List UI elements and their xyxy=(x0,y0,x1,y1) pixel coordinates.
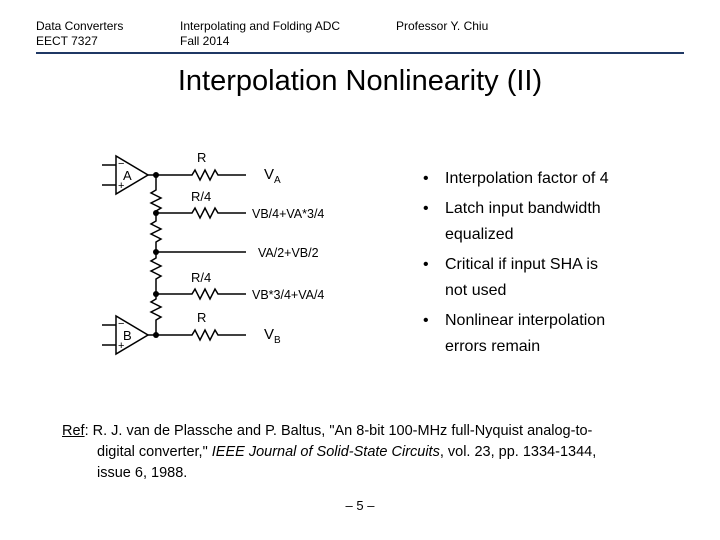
ref-journal: IEEE Journal of Solid-State Circuits xyxy=(211,444,440,460)
bullet-symbol: • xyxy=(423,200,429,217)
bullet-line: errors remain xyxy=(445,338,541,355)
output-q1-label: VB/4+VA*3/4 xyxy=(252,207,325,221)
ladder-resistor-3 xyxy=(151,252,161,294)
branch-resistor-q1 xyxy=(156,208,246,218)
amp-a-label: A xyxy=(123,168,132,183)
branch-resistor-top xyxy=(156,170,246,180)
bullet-line: Critical if input SHA is xyxy=(445,256,598,273)
course-name: Data Converters xyxy=(36,19,124,33)
ref-details: , vol. 23, pp. 1334-1344, xyxy=(439,444,597,460)
ladder-resistor-1 xyxy=(151,175,161,213)
professor-name: Professor Y. Chiu xyxy=(396,19,489,33)
node-dot xyxy=(153,332,159,338)
amp-b-label: B xyxy=(123,328,132,343)
header-professor xyxy=(396,19,488,34)
output-vb-label xyxy=(264,326,281,346)
reference-citation xyxy=(62,421,682,484)
interpolation-circuit-diagram xyxy=(96,146,356,366)
branch-resistor-bottom xyxy=(156,330,246,340)
output-q3-label: VB*3/4+VA/4 xyxy=(252,288,325,302)
bullet-item xyxy=(423,308,653,360)
header-course xyxy=(36,19,123,49)
bullet-symbol: • xyxy=(423,170,429,187)
bullet-line: Interpolation factor of 4 xyxy=(445,170,609,187)
res-q3-label: R/4 xyxy=(191,270,212,285)
ref-lead: Ref xyxy=(62,423,85,439)
bullet-item xyxy=(423,252,653,304)
ladder-resistor-2 xyxy=(151,213,161,252)
bullet-item xyxy=(423,166,653,192)
bullet-symbol: • xyxy=(423,256,429,273)
vb-main: V xyxy=(264,326,275,343)
ref-issue: issue 6, 1988. xyxy=(97,465,188,481)
ref-authors-title: R. J. van de Plassche and P. Baltus, "An 8-bit 100-MHz full-Nyquist analog-to- xyxy=(88,423,593,439)
bullet-item xyxy=(423,196,653,248)
branch-resistor-q3 xyxy=(156,289,246,299)
page-number: – 5 – xyxy=(345,498,375,513)
course-code: EECT 7327 xyxy=(36,34,98,48)
res-bottom-label: R xyxy=(197,310,207,325)
va-main: V xyxy=(264,166,275,183)
amp-b-minus: − xyxy=(118,318,125,330)
node-dot xyxy=(153,291,159,297)
vb-sub: B xyxy=(274,335,281,346)
lecture-topic: Interpolating and Folding ADC xyxy=(180,19,341,33)
bullet-symbol: • xyxy=(423,312,429,329)
ref-colon: : xyxy=(84,423,89,439)
amp-a-minus: − xyxy=(118,158,125,170)
ladder-resistor-4 xyxy=(151,294,161,335)
bullet-line: Latch input bandwidth xyxy=(445,200,601,217)
res-q1-label: R/4 xyxy=(191,189,212,204)
slide-title: Interpolation Nonlinearity (II) xyxy=(177,65,543,97)
bullet-line: not used xyxy=(445,282,507,299)
va-sub: A xyxy=(274,175,281,186)
node-dot xyxy=(153,249,159,255)
res-top-label: R xyxy=(197,150,207,165)
output-mid-label: VA/2+VB/2 xyxy=(258,246,319,260)
ref-title-cont: digital converter," xyxy=(97,444,212,460)
header-topic xyxy=(180,19,340,49)
output-va-label xyxy=(264,166,281,186)
bullet-line: equalized xyxy=(445,226,514,243)
node-dot xyxy=(153,172,159,178)
semester: Fall 2014 xyxy=(180,34,230,48)
node-dot xyxy=(153,210,159,216)
header-rule xyxy=(36,52,684,54)
amp-b-plus: + xyxy=(118,340,125,352)
bullet-list xyxy=(423,166,653,364)
amp-a-plus: + xyxy=(118,180,125,192)
bullet-line: Nonlinear interpolation xyxy=(445,312,606,329)
